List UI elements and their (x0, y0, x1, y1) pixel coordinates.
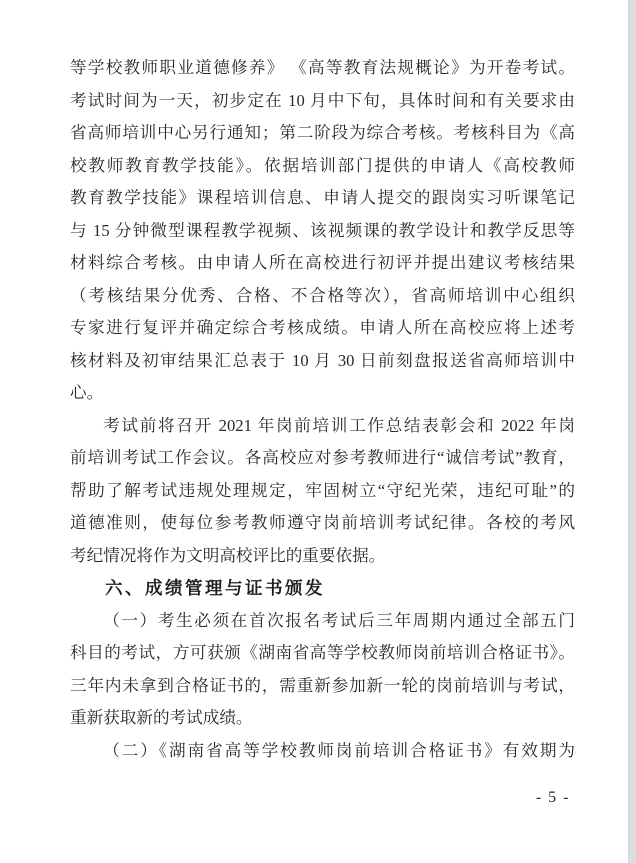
text-line: 科目的考试，方可获颁《湖南省高等学校教师岗前培训合格证书》。 (70, 643, 575, 662)
text-line: 心。 (70, 383, 104, 402)
text-line: 考试前将召开 2021 年岗前培训工作总结表彰会和 2022 年岗 (103, 415, 575, 435)
text-line: 核材料及初审结果汇总表于 10 月 30 日前刻盘报送省高师培训中 (70, 350, 575, 370)
text-line: （考核结果分优秀、合格、不合格等次），省高师培训中心组织 (70, 285, 575, 305)
text-line: 考纪情况将作为文明高校评比的重要依据。 (70, 545, 386, 565)
text-line: 材料综合考核。由申请人所在高校进行初评并提出建议考核结果 (70, 253, 575, 272)
text-line: 校教师教育教学技能》。依据培训部门提供的申请人《高校教师 (70, 155, 575, 175)
text-line: 重新获取新的考试成绩。 (70, 708, 253, 727)
text-line: 前培训考试工作会议。各高校应对参考教师进行“诚信考试”教育， (70, 448, 575, 467)
text-line: 三年内未拿到合格证书的，需重新参加新一轮的岗前培训与考试， (70, 675, 575, 695)
text-line: 考试时间为一天，初步定在 10 月中下旬，具体时间和有关要求由 (70, 90, 575, 110)
text-line: （一）考生必须在首次报名考试后三年周期内通过全部五门 (103, 610, 575, 630)
text-line: 帮助了解考试违规处理规定，牢固树立“守纪光荣，违纪可耻”的 (70, 480, 575, 500)
scan-edge-strip (628, 0, 636, 863)
text-line: （二）《湖南省高等学校教师岗前培训合格证书》有效期为 (103, 740, 575, 760)
text-line: 教育教学技能》课程培训信息、申请人提交的跟岗实习听课笔记 (70, 188, 575, 207)
text-line: 与 15 分钟微型课程教学视频、该视频课的教学设计和教学反思等 (70, 220, 575, 240)
page-body-text (70, 52, 575, 767)
text-line: 专家进行复评并确定综合考核成绩。申请人所在高校应将上述考 (70, 318, 575, 337)
text-line: 道德准则，使每位参考教师遵守岗前培训考试纪律。各校的考风 (70, 513, 575, 532)
page-number: - 5 - (535, 789, 570, 806)
text-line: 等学校教师职业道德修养》 《高等教育法规概论》为开卷考试。 (70, 58, 575, 77)
section-heading: 六、成绩管理与证书颁发 (105, 578, 325, 598)
text-line: 省高师培训中心另行通知；第二阶段为综合考核。考核科目为《高 (70, 123, 575, 142)
